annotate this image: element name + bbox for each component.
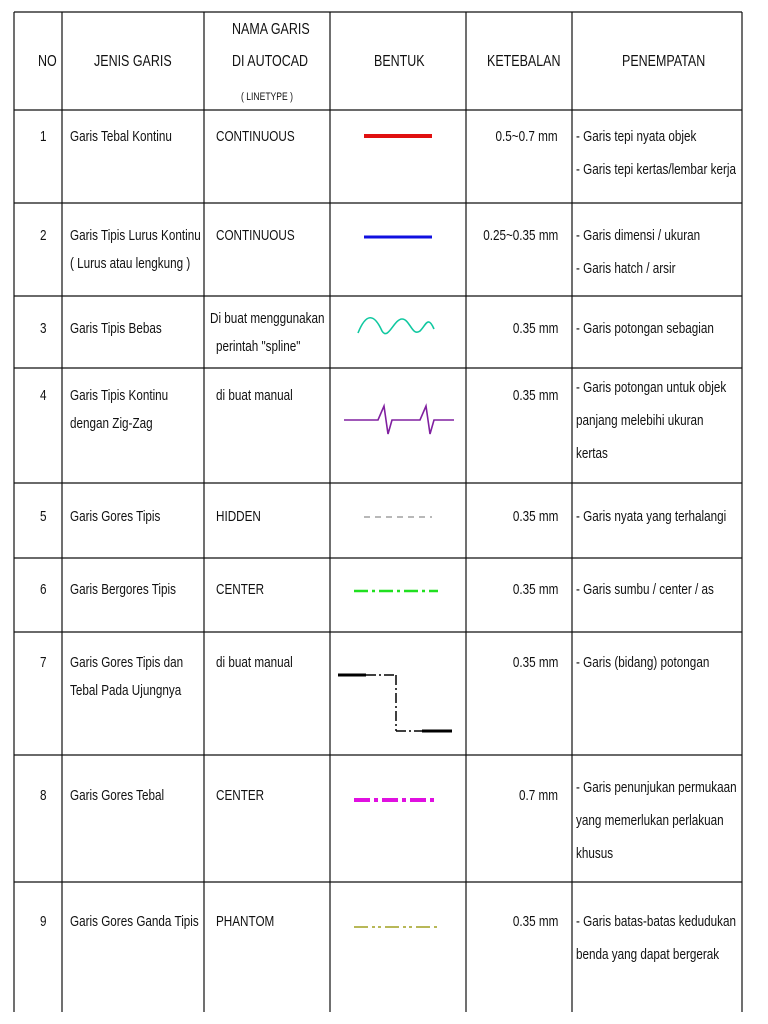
linetype-name-text: HIDDEN xyxy=(216,508,261,525)
linetype-name-text: CENTER xyxy=(216,787,265,804)
ketebalan-text: 0.35 mm xyxy=(512,387,558,404)
jenis-garis-text: Garis Tipis Kontinu xyxy=(70,387,169,404)
jenis-garis-text: dengan Zig-Zag xyxy=(70,415,153,432)
header-penempatan: PENEMPATAN xyxy=(622,53,706,70)
header-jenis-garis: JENIS GARIS xyxy=(94,53,172,70)
row-number: 2 xyxy=(40,227,47,244)
penempatan-text: benda yang dapat bergerak xyxy=(576,946,720,963)
row-number: 4 xyxy=(40,387,47,404)
line-sample-continuous-thick xyxy=(336,91,476,181)
ketebalan-text: 0.35 mm xyxy=(512,508,558,525)
header-bentuk: BENTUK xyxy=(374,53,425,70)
ketebalan-text: 0.35 mm xyxy=(512,320,558,337)
ketebalan-text: 0.35 mm xyxy=(512,913,558,930)
ketebalan-text: 0.35 mm xyxy=(512,654,558,671)
jenis-garis-text: Garis Gores Tebal xyxy=(70,787,165,804)
penempatan-text: - Garis batas-batas kedudukan xyxy=(576,913,736,930)
line-sample-zigzag xyxy=(336,375,476,465)
linetype-name-text: PHANTOM xyxy=(216,913,275,930)
linetype-name-text: CONTINUOUS xyxy=(216,128,295,145)
penempatan-text: - Garis potongan untuk objek xyxy=(576,379,727,396)
line-sample-cutting-plane xyxy=(336,650,476,740)
jenis-garis-text: Tebal Pada Ujungnya xyxy=(70,682,182,699)
header-nama-garis-line3: ( LINETYPE ) xyxy=(241,91,293,103)
line-sample-center xyxy=(336,546,476,636)
penempatan-text: - Garis dimensi / ukuran xyxy=(576,227,701,244)
penempatan-text: - Garis penunjukan permukaan xyxy=(576,779,737,796)
linetype-name-text: di buat manual xyxy=(216,387,293,404)
linetype-name-text: perintah "spline" xyxy=(216,338,301,355)
ketebalan-text: 0.7 mm xyxy=(518,787,558,804)
jenis-garis-text: Garis Tebal Kontinu xyxy=(70,128,172,145)
penempatan-text: panjang melebihi ukuran xyxy=(576,412,704,429)
header-ketebalan: KETEBALAN xyxy=(487,53,561,70)
header-nama-garis-line2: DI AUTOCAD xyxy=(232,53,309,70)
line-sample-spline xyxy=(336,282,476,372)
jenis-garis-text: ( Lurus atau lengkung ) xyxy=(70,255,191,272)
linetype-name-text: CENTER xyxy=(216,581,265,598)
jenis-garis-text: Garis Tipis Lurus Kontinu xyxy=(70,227,201,244)
penempatan-text: - Garis sumbu / center / as xyxy=(576,581,714,598)
row-number: 5 xyxy=(40,508,47,525)
ketebalan-text: 0.5~0.7 mm xyxy=(495,128,558,145)
penempatan-text: kertas xyxy=(576,445,608,462)
jenis-garis-text: Garis Tipis Bebas xyxy=(70,320,162,337)
penempatan-text: yang memerlukan perlakuan xyxy=(576,812,724,829)
penempatan-text: - Garis tepi kertas/lembar kerja xyxy=(576,161,736,178)
penempatan-text: - Garis tepi nyata objek xyxy=(576,128,697,145)
header-no: NO xyxy=(38,53,57,70)
ketebalan-text: 0.35 mm xyxy=(512,581,558,598)
line-sample-phantom xyxy=(336,882,476,972)
row-number: 3 xyxy=(40,320,47,337)
jenis-garis-text: Garis Gores Ganda Tipis xyxy=(70,913,199,930)
penempatan-text: - Garis (bidang) potongan xyxy=(576,654,710,671)
linetype-name-text: CONTINUOUS xyxy=(216,227,295,244)
jenis-garis-text: Garis Bergores Tipis xyxy=(70,581,176,598)
line-sample-center-thick xyxy=(336,755,476,845)
row-number: 9 xyxy=(40,913,47,930)
jenis-garis-text: Garis Gores Tipis dan xyxy=(70,654,184,671)
row-number: 8 xyxy=(40,787,47,804)
penempatan-text: - Garis hatch / arsir xyxy=(576,260,676,277)
line-sample-continuous-thin xyxy=(336,192,476,282)
linetype-name-text: di buat manual xyxy=(216,654,293,671)
penempatan-text: - Garis nyata yang terhalangi xyxy=(576,508,727,525)
jenis-garis-text: Garis Gores Tipis xyxy=(70,508,161,525)
linetype-name-text: Di buat menggunakan xyxy=(210,310,325,327)
row-number: 7 xyxy=(40,654,47,671)
row-number: 1 xyxy=(40,128,47,145)
header-nama-garis-line1: NAMA GARIS xyxy=(232,21,310,38)
ketebalan-text: 0.25~0.35 mm xyxy=(482,227,558,244)
penempatan-text: khusus xyxy=(576,845,614,862)
row-number: 6 xyxy=(40,581,47,598)
penempatan-text: - Garis potongan sebagian xyxy=(576,320,714,337)
